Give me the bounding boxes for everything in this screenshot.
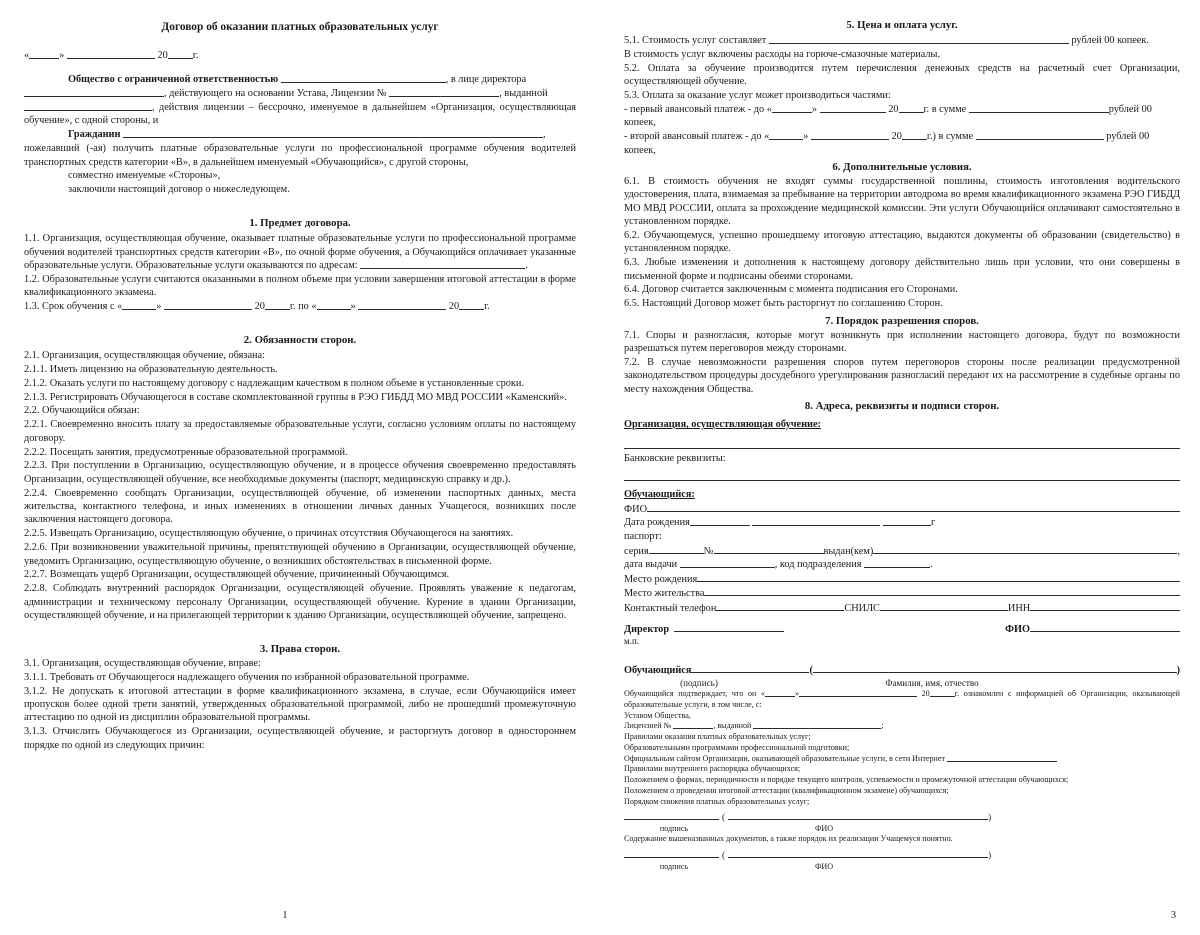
dob-year-blank[interactable] — [883, 517, 931, 527]
adv1-day-blank[interactable] — [772, 103, 812, 113]
clause-1-3 — [24, 300, 576, 313]
confirm-quote: » — [794, 689, 800, 699]
adv2-day-blank[interactable] — [769, 130, 803, 140]
section-2-heading: 2. Обязанности сторон. — [243, 333, 357, 346]
date-year-prefix: 20 — [157, 50, 168, 62]
clause-5-3: 5.3. Оплата за оказание услуг может производиться частями: — [624, 90, 891, 102]
signature-captions-row — [624, 678, 1180, 689]
c13-q1: « — [117, 301, 123, 313]
student-fullname-blank[interactable] — [813, 664, 1177, 674]
ack-item-charter: Уставом Общества, — [624, 710, 691, 720]
start-month-blank[interactable] — [164, 300, 252, 310]
license-label: Лицензией № — [624, 721, 672, 731]
passport-number-blank[interactable] — [714, 544, 824, 554]
director-signature-blank[interactable] — [674, 622, 784, 632]
clause-3-1: 3.1. Организация, осуществляющая обучение, вправе: — [24, 657, 261, 669]
adv2-year-prefix: 20 — [891, 131, 902, 143]
fullname-caption: Фамилия, имя, отчество — [885, 677, 979, 688]
student-signature-row — [624, 664, 1180, 678]
student-fio-blank[interactable] — [647, 502, 1180, 512]
website-label: Официальным сайтом Организации, оказывающей образовательные услуги, в сети Интернет — [624, 753, 945, 763]
quote-open: « — [24, 50, 30, 62]
date-year-suffix: г. — [192, 50, 199, 62]
address-blank[interactable] — [360, 259, 525, 269]
residence-blank[interactable] — [704, 587, 1180, 597]
license-number-blank[interactable] — [389, 87, 499, 97]
clause-7-2: 7.2. В случае невозможности разрешения споров путем переговоров стороны после реализации предусмотренной законодательством процедуры досудебного урегулирования разногласий передают их на рассмотрение в судебные органы по месту нахождения Общества. — [624, 356, 1180, 395]
residence-row — [624, 587, 1180, 601]
ack-license-issuer-blank[interactable] — [753, 721, 884, 731]
ack-fio-blank-2[interactable] — [728, 849, 988, 858]
issued-by-blank[interactable] — [873, 544, 1177, 554]
dob-month-blank[interactable] — [752, 517, 880, 527]
confirm-prefix: Обучающийся подтверждает, что он « — [624, 689, 765, 699]
clause-2-2: 2.2. Обучающийся обязан: — [24, 405, 140, 417]
clause-1-1-text: 1.1. Организация, осуществляющая обучение, оказывает платные образовательные услуги по профессиональной программе обучения водителей транспортных средств категории «В», по очной форме обучения, а Обучающийся оплачивает указанные образовательные услуги. Образовательные услуги оказываются по адресам: — [24, 233, 576, 271]
ack-fio-caption-2: ФИО — [814, 861, 834, 871]
org-tail-2: , действующего на основании Устава, Лицензии № — [164, 88, 387, 100]
license-issuer-blank[interactable] — [24, 101, 152, 111]
birthplace-label: Место рождения — [624, 574, 698, 586]
clause-2-1: 2.1. Организация, осуществляющая обучение, обязана: — [24, 349, 265, 361]
issue-date-row — [624, 558, 1180, 571]
ack-fio-caption-1: ФИО — [814, 824, 834, 834]
website-blank[interactable] — [947, 754, 1057, 762]
director-fio-label: ФИО — [1005, 624, 1030, 636]
section-1-heading: 1. Предмет договора. — [249, 217, 351, 230]
ack-fio-blank-1[interactable] — [728, 811, 988, 820]
clause-5-1-label: 5.1. Стоимость услуг составляет — [624, 35, 767, 47]
director-name-blank[interactable] — [24, 87, 164, 97]
ack-paren-open-1: ( — [722, 812, 726, 823]
student-requisites-block — [624, 484, 1180, 615]
inn-blank[interactable] — [1030, 601, 1180, 611]
ack-signature-row-2 — [624, 849, 1180, 862]
clause-5-1-tail: рублей 00 копеек. — [1071, 35, 1149, 47]
organization-requisites-block — [624, 414, 1180, 484]
clause-2-2-7: 2.2.7. Возмещать ущерб Организации, осуществляющей обучение, причиненный Обучающимся. — [24, 569, 450, 581]
clause-1-2: 1.2. Образовательные услуги считаются оказанными в полном объеме при условии завершения итоговой аттестации в форме квалификационного экзамена. — [24, 273, 576, 299]
citizen-name-blank[interactable] — [123, 129, 543, 139]
paren-close: ) — [1176, 665, 1180, 677]
adv1-tail: рублей 00 копеек, — [624, 103, 1152, 129]
signature-caption: (подпись) — [680, 677, 718, 688]
adv1-year-prefix: 20 — [888, 103, 899, 115]
clause-1-1-dot: . — [525, 259, 528, 271]
ack-signature-blank-1[interactable] — [624, 811, 719, 820]
adv1-quote: » — [811, 103, 818, 115]
student-fio-row — [624, 502, 1180, 516]
clause-1-1 — [24, 232, 576, 272]
section-5-heading: 5. Цена и оплата услуг. — [846, 19, 958, 31]
page-number-left: 1 — [282, 910, 288, 921]
c13-q4: » — [350, 301, 356, 313]
inn-label: ИНН — [1007, 602, 1031, 614]
citizen-body: пожелавший (-ая) получить платные образовательные услуги по профессиональной программе обучения водителей транспортных средств категории «В», в дальнейшем именуемый «Обучающийся», с другой стороны, — [24, 143, 576, 168]
series-label: серия — [624, 545, 649, 557]
organization-head: Организация, осуществляющая обучение: — [624, 419, 821, 431]
citizen-label: Гражданин — [68, 129, 121, 141]
adv1-month-blank[interactable] — [820, 103, 886, 113]
contacts-row — [624, 601, 1180, 615]
org-preamble-line3 — [24, 101, 576, 128]
clause-2-1-2: 2.1.2. Оказать услуги по настоящему договору с надлежащим качеством в полном объеме в установленные сроки. — [24, 377, 525, 389]
date-month-blank[interactable] — [67, 50, 155, 60]
snils-blank[interactable] — [880, 601, 1008, 611]
section-3-heading: 3. Права сторон. — [259, 642, 341, 655]
adv2-quote: » — [803, 131, 809, 143]
phone-blank[interactable] — [716, 601, 844, 611]
paren-open: ( — [809, 665, 813, 677]
student-signature-blank[interactable] — [691, 664, 809, 674]
clause-2-1-3: 2.1.3. Регистрировать Обучающегося в составе скомплектованной группы в РЭО ГИБДД МО МВД РОССИИ «Каменский». — [24, 391, 567, 403]
confirm-suffix: г. ознакомлен с информацией об Организации, оказывающей образовательные услуги, в том числе, с: — [624, 689, 1180, 709]
org-tail-3: , выданной — [499, 88, 548, 100]
ack-item-programs: Образовательными программами профессиональной подготовки; — [624, 742, 850, 752]
issue-date-comma: , — [774, 559, 778, 571]
contract-date-line — [24, 49, 576, 62]
student-head: Обучающийся: — [624, 489, 695, 500]
clause-1-3-label: 1.3. Срок обучения с — [24, 301, 115, 313]
concluded-line: заключили настоящий договор о нижеследующем. — [68, 184, 290, 196]
end-month-blank[interactable] — [358, 300, 446, 310]
price-blank[interactable] — [769, 34, 1069, 44]
issued-by-tail: , — [1177, 545, 1180, 557]
date-day-blank[interactable] — [29, 50, 59, 60]
ack-paren-close-2: ) — [988, 849, 992, 860]
student-dob-row — [624, 516, 1180, 529]
org-tail-1: , в лице директора — [445, 74, 527, 86]
license-mid: , выданной — [713, 721, 752, 731]
subdivision-label: код подразделения — [779, 559, 862, 571]
section-6-heading: 6. Дополнительные условия. — [832, 160, 972, 173]
issue-date-label: дата выдачи — [624, 559, 678, 571]
ack-item-control: Положением о формах, периодичности и порядке текущего контроля, успеваемости и промежуточной аттестации обучающихся; — [624, 775, 1069, 785]
end-year-blank[interactable] — [459, 300, 484, 310]
adv2-year-blank[interactable] — [902, 130, 927, 140]
clause-6-5: 6.5. Настоящий Договор может быть расторгнут по соглашению Сторон. — [624, 298, 943, 310]
subdivision-dot: . — [930, 559, 933, 571]
adv1-sum-blank[interactable] — [969, 103, 1109, 113]
c13-q2: » — [156, 301, 162, 313]
subdivision-blank[interactable] — [864, 559, 930, 569]
adv1-label: - первый авансовый платеж - до « — [624, 103, 772, 115]
clause-3-1-3: 3.1.3. Отчислить Обучающегося из Организации, осуществляющей обучение, и расторгнуть договор в одностороннем порядке по одной из следующих причин: — [24, 726, 576, 751]
ack-sign-caption-1: подпись — [659, 824, 689, 834]
student-signature-label: Обучающийся — [624, 665, 692, 677]
org-preamble-line2 — [24, 87, 576, 100]
ack-sign-caption-2: подпись — [659, 861, 689, 871]
clause-5-1-note: В стоимость услуг включены расходы на горюче-смазочные материалы. — [624, 48, 941, 60]
passport-label: паспорт: — [624, 531, 662, 543]
document-title: Договор об оказании платных образовательных услуг — [161, 21, 439, 33]
page-number-right: 3 — [1170, 910, 1176, 921]
quote-close: » — [59, 50, 65, 62]
ack-paren-open-2: ( — [722, 849, 726, 860]
ack-paren-close-1: ) — [988, 812, 992, 823]
section-7-heading: 7. Порядок разрешения споров. — [825, 314, 979, 327]
bank-requisites-label: Банковские реквизиты: — [624, 453, 726, 465]
ack-item-website — [624, 754, 1180, 765]
ack-item-final-exam: Положением о проведении итоговой аттестации (квалификационном экзамене) обучающихся; — [624, 785, 949, 795]
clause-2-2-2: 2.2.2. Посещать занятия, предусмотренные образовательной программой. — [24, 446, 348, 458]
director-fio-blank[interactable] — [1030, 622, 1180, 632]
adv2-sum-blank[interactable] — [976, 130, 1104, 140]
number-sign: № — [703, 545, 714, 557]
residence-label: Место жительства — [624, 588, 705, 600]
birthplace-row — [624, 572, 1180, 586]
c13-year1: 20 — [254, 301, 265, 313]
series-blank[interactable] — [649, 544, 704, 554]
adv2-label: - второй авансовый платеж - до « — [624, 131, 770, 143]
dob-year-mark: г — [930, 517, 936, 529]
org-name-blank[interactable] — [281, 74, 446, 84]
mp-label: м.п. — [624, 636, 640, 647]
birthplace-blank[interactable] — [697, 572, 1180, 582]
ack-item-paid-rules: Правилами оказания платных образовательных услуг; — [624, 732, 811, 742]
c13-year2: 20 — [448, 301, 460, 313]
phone-label: Контактный телефон — [624, 602, 717, 614]
clause-2-2-8: 2.2.8. Соблюдать внутренний распорядок Организации, осуществляющей обучение. Проявлять уважение к педагогам, администрации и техническому персоналу Организации, осуществляющей обучение. Курение в здании Организации, осуществляющей обучение, и на прилегающей территории к зданию Организации, осуществляющей обучение, запрещено. — [24, 583, 576, 622]
issued-by-label: выдан(кем) — [823, 545, 874, 557]
clause-3-1-2: 3.1.2. Не допускать к итоговой аттестации в форме квалификационного экзамена, в случае, если Обучающийся имеет пропусков более одной трети занятий, утвержденных образовательной программой, либо не прошедший промежуточную аттестацию по одной из дисциплин образовательной программы. — [24, 685, 576, 724]
ack-captions-row-1 — [624, 824, 1180, 834]
date-year-blank[interactable] — [168, 50, 193, 60]
clause-6-3: 6.3. Любые изменения и дополнения к настоящему договору действительно лишь при условии, что они совершены в письменной форме и подписаны обеими сторонами. — [624, 257, 1180, 282]
confirm-year-prefix: 20 — [921, 689, 930, 699]
adv1-year-blank[interactable] — [899, 103, 924, 113]
clause-2-2-4: 2.2.4. Своевременно сообщать Организации, осуществляющей обучение, об изменении паспортных данных, места жительства, контактного телефона, и иных изменениях в отношении личных данных Учащегося, возникших после заключения настоящего договора. — [24, 487, 576, 526]
license-tail: ; — [881, 721, 884, 731]
director-signature-row — [624, 622, 1180, 636]
end-day-blank[interactable] — [317, 300, 351, 310]
right-column — [600, 0, 1200, 935]
adv2-tail: рублей 00 копеек, — [624, 131, 1150, 156]
clause-6-1: 6.1. В стоимость обучения не входят суммы государственной пошлины, стоимость изготовления водительского удостоверения, плата, взимаемая за пребывание на территории автодрома во время квалификационного экзамена РЭО ГИБДД МО МВД РОССИИ, оплата за прохождение медицинской комиссии. Эти услуги Обучающийся оплачивают самостоятельно в установленном порядке. — [624, 175, 1180, 228]
c13-gpo: г. по — [289, 301, 309, 313]
c13-q3: « — [311, 301, 317, 313]
adv2-mid: г.) в сумме — [926, 131, 974, 143]
clause-7-1: 7.1. Споры и разногласия, которые могут возникнуть при исполнении настоящего договора, будут по возможности разрешаться путем переговоров между сторонами. — [624, 329, 1180, 355]
clause-2-2-6: 2.2.6. При возникновении уважительной причины, препятствующей обучению в Организации, осуществляющей обучение, уведомить Организацию, осуществляющую обучение, о возникших обстоятельствах в письменной форме. — [24, 542, 576, 567]
clause-3-1-1: 3.1.1. Требовать от Обучающегося надлежащего обучения по избранной образовательной программе. — [24, 671, 470, 683]
ack-captions-row-2 — [624, 862, 1180, 872]
clause-6-2: 6.2. Обучающемуся, успешно прошедшему итоговую аттестацию, выдаются документы об образовании (свидетельство) в установленном порядке. — [624, 229, 1180, 255]
clause-6-4: 6.4. Договор считается заключенным с момента подписания его Сторонами. — [624, 284, 958, 296]
student-fio-label: ФИО — [624, 503, 648, 515]
snils-label: СНИЛС — [844, 602, 880, 614]
org-label: Общество с ограниченной ответственностью — [68, 74, 279, 86]
adv1-mid: г. в сумме — [923, 103, 967, 115]
ack-item-license — [624, 721, 1180, 732]
dob-day-blank[interactable] — [690, 517, 750, 527]
issue-date-blank[interactable] — [680, 559, 775, 569]
clause-5-1 — [624, 34, 1180, 47]
dob-label: Дата рождения — [624, 517, 690, 529]
ack-year-blank[interactable] — [930, 689, 955, 697]
ack-signature-row-1 — [624, 811, 1180, 824]
ack-day-blank[interactable] — [765, 689, 795, 697]
ack-month-blank[interactable] — [799, 689, 917, 697]
ack-item-internal-rules: Правилами внутреннего распорядка обучающихся; — [624, 764, 801, 774]
citizen-line — [24, 128, 576, 141]
understood-statement: Содержание вышеназванных документов, а также порядок их реализации Учащемуся понятно. — [624, 834, 953, 844]
clause-2-1-1: 2.1.1. Иметь лицензию на образовательную деятельность. — [24, 363, 278, 375]
c13-g: г. — [484, 301, 490, 313]
director-label: Директор — [624, 624, 670, 636]
section-8-heading: 8. Адреса, реквизиты и подписи сторон. — [804, 400, 1000, 413]
org-preamble — [24, 73, 576, 86]
adv2-month-blank[interactable] — [811, 130, 889, 140]
ack-item-discount: Порядком снижения платных образовательных услуг; — [624, 796, 810, 806]
start-year-blank[interactable] — [265, 300, 290, 310]
start-day-blank[interactable] — [122, 300, 156, 310]
clause-2-2-5: 2.2.5. Извещать Организацию, осуществляющую обучение, о причинах отсутствия Обучающегося на занятиях. — [24, 528, 514, 540]
citizen-comma: , — [542, 129, 546, 141]
jointly-named: совместно именуемые «Стороны», — [68, 170, 221, 182]
advance-payment-2 — [624, 130, 1180, 157]
acknowledgement-intro — [624, 689, 1180, 711]
clause-2-2-3: 2.2.3. При поступлении в Организацию, осуществляющую обучение, и в процессе обучения своевременно предоставлять Организации, осуществляющей обучение, все необходимые документы (паспорт, медицинскую справку и др.). — [24, 460, 576, 485]
passport-series-row — [624, 544, 1180, 558]
clause-5-2: 5.2. Оплата за обучение производится путем перечисления денежных средств на расчетный счет Организации, осуществляющей обучение. — [624, 62, 1180, 88]
ack-signature-blank-2[interactable] — [624, 849, 719, 858]
org-tail-4: , действия лицензии – бессрочно, именуемое в дальнейшем «Организация, осуществляющая обучение», с одной стороны, и — [24, 102, 576, 127]
advance-payment-1 — [624, 103, 1180, 130]
ack-license-number-blank[interactable] — [673, 721, 713, 729]
clause-2-2-1: 2.2.1. Своевременно вносить плату за предоставляемые образовательные услуги, согласно условиям оплаты по настоящему договору. — [24, 419, 576, 444]
